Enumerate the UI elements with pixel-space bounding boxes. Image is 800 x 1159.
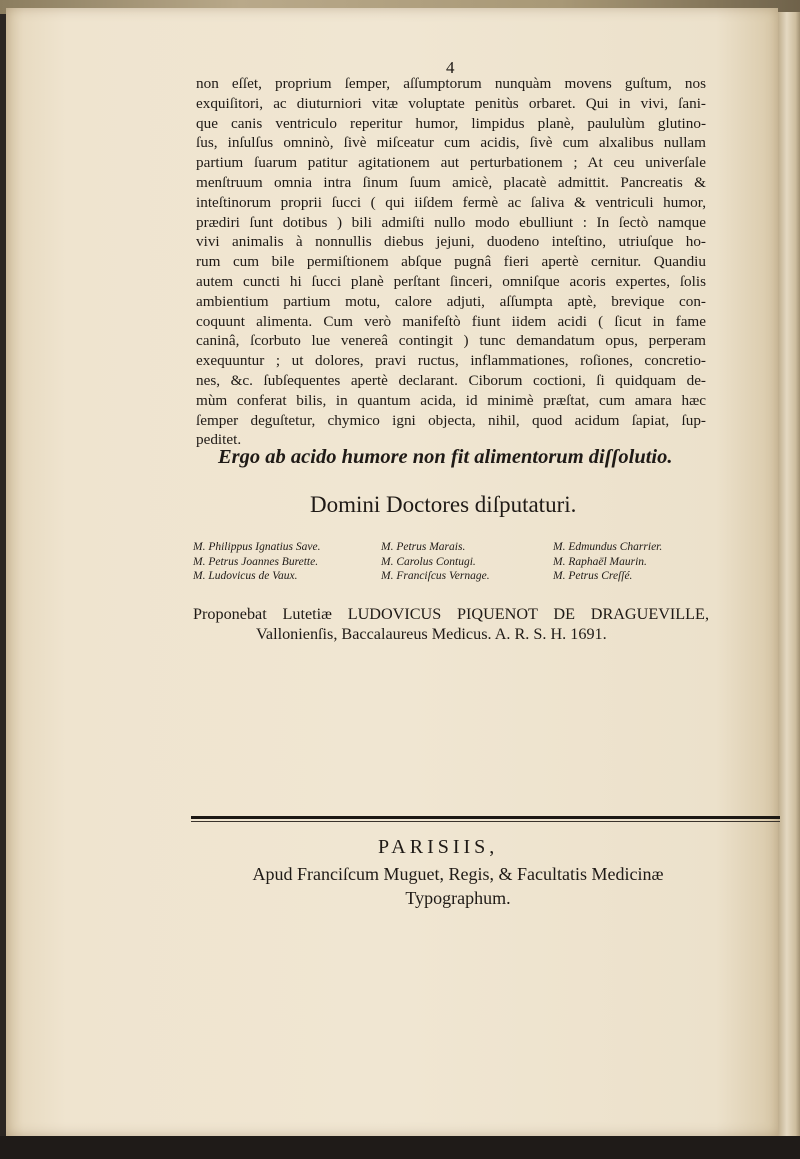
imprint-line: Typographum. xyxy=(405,888,511,908)
body-line: partium ſuarum patitur agitationem aut perturbationem ; At ceu univerſale xyxy=(196,154,706,172)
body-line: nes, &c. ſubſequentes apertè declarant. Ciborum coctioni, ſi quidquam de- xyxy=(196,371,706,389)
body-line: mùm conferat bilis, in quantum acida, id minimè præſtat, cum amara hæc xyxy=(196,391,706,409)
imprint-line: Apud Franciſcum Muguet, Regis, & Facultatis Medicinæ xyxy=(252,864,664,884)
body-line: vivi animalis à nonnullis diebus jejuni, duodeno inteſtino, utriuſque ho- xyxy=(196,233,706,251)
body-line: peditet. xyxy=(196,431,242,449)
page-number: 4 xyxy=(446,58,455,77)
body-line: exquiſitori, ac diuturniori vitæ voluptate penitùs orbaret. Qui in vivi, ſani- xyxy=(196,94,706,112)
body-line: menſtruum omnia intra ſinum ſuum amicè, placatè admittit. Pancreatis & xyxy=(196,173,706,191)
body-line: non eſſet, proprium ſemper, aſſumptorum nunquàm movens guſtum, nos xyxy=(196,75,706,92)
disputants-heading: Domini Doctores diſputaturi. xyxy=(310,492,577,517)
doctor-name: M. Edmundus Charrier. xyxy=(553,541,663,553)
proponent-line: Proponebat Lutetiæ LUDOVICUS PIQUENOT DE DRAGUEVILLE, xyxy=(193,605,709,623)
doctor-name: M. Petrus Creſſé. xyxy=(553,570,633,583)
body-line: inteſtinorum proprii ſucci ( qui iiſdem fermè ac ſaliva & ventriculi humor, xyxy=(196,193,706,211)
doctor-name: M. Philippus Ignatius Save. xyxy=(193,541,321,553)
doctor-name: M. Petrus Marais. xyxy=(381,541,466,553)
doctor-name: M. Franciſcus Vernage. xyxy=(381,570,490,583)
body-paragraph xyxy=(196,74,706,450)
book-page-edge xyxy=(778,12,800,1137)
body-line: ſemper deguſtetur, chymico igni objecta, nihil, quod acidum ſapiat, ſup- xyxy=(196,411,706,429)
body-line: caninâ, ſcorbuto lue venereâ contingit ) tunc demandatum opus, perperam xyxy=(196,332,706,350)
body-line: rum cum bile permiſtionem abſque pugnâ fieri apertè cernitur. Quandiu xyxy=(196,253,706,271)
doctor-name: M. Carolus Contugi. xyxy=(381,555,476,568)
doctor-name: M. Raphaël Maurin. xyxy=(553,555,647,568)
body-line: autem cuncti hi ſucci planè perſtant ſinceri, omniſque acoris expertes, ſolis xyxy=(196,272,706,290)
body-line: que canis ventriculo reperitur humor, limpidus planè, paululùm glutino- xyxy=(196,114,706,132)
body-line: ſus, inſulſus omninò, ſivè miſceatur cum acidis, ſivè cum alxalibus nullam xyxy=(196,134,706,152)
proponent-statement xyxy=(193,604,709,644)
doctor-name: M. Petrus Joannes Burette. xyxy=(193,555,319,568)
printer-imprint xyxy=(203,862,713,910)
doctors-list xyxy=(193,540,713,584)
divider-rule-thin xyxy=(191,821,780,822)
proponent-line: Vallonienſis, Baccalaureus Medicus. A. R. S. H. 1691. xyxy=(256,625,607,643)
body-line: prædiri ſunt dotibus ) bili admiſti nullo modo ebulliunt : In ſectò namque xyxy=(196,213,706,231)
body-line: coquunt alimenta. Cum verò manifeſtò fiunt iidem acidi ( ſicut in fame xyxy=(196,312,706,330)
thesis-conclusion: Ergo ab acido humore non fit alimentorum diſſolutio. xyxy=(218,446,673,468)
doctor-name: M. Ludovicus de Vaux. xyxy=(193,570,298,583)
body-line: ambientium partium motu, calore adjuti, aſſumpta aptè, brevique con- xyxy=(196,292,706,310)
imprint-place: PARISIIS, xyxy=(378,836,499,858)
body-line: exequuntur ; ut dolores, pravi ructus, inflammationes, roſiones, concretio- xyxy=(196,352,706,370)
divider-rule xyxy=(191,816,780,819)
scan-bottom-border xyxy=(0,1136,800,1159)
